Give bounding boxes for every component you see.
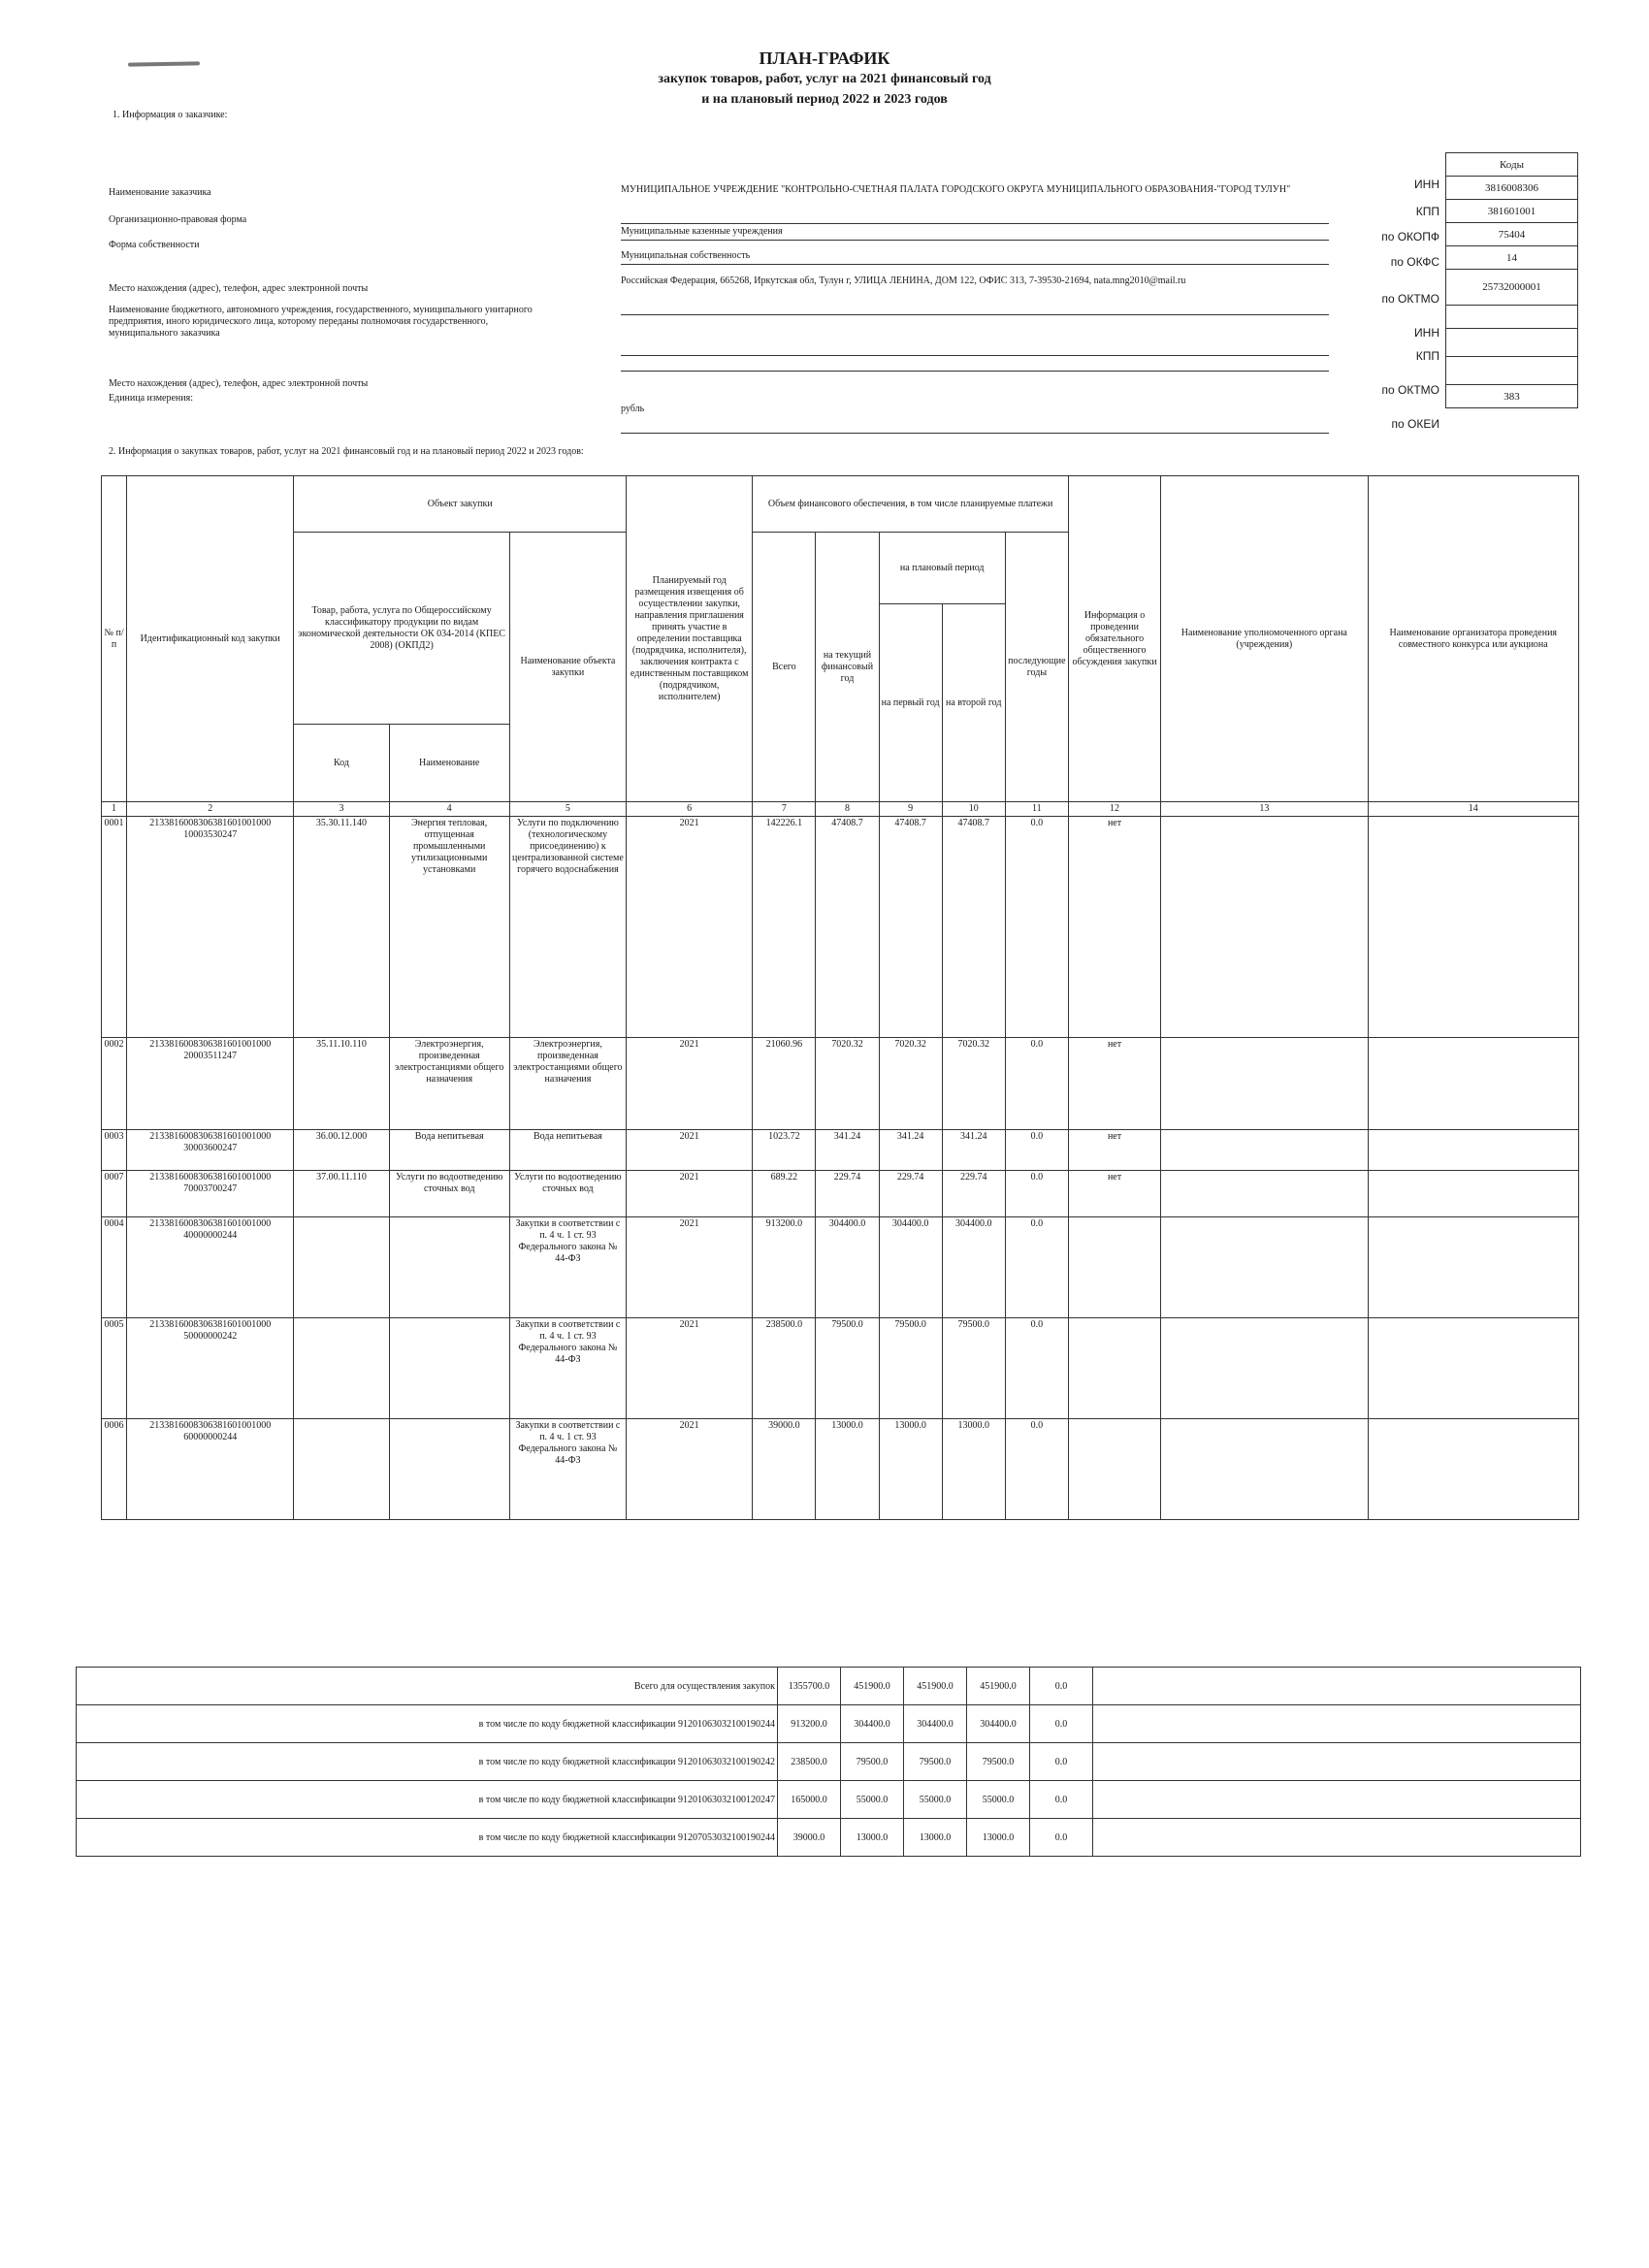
th-planned: на плановый период — [879, 533, 1005, 604]
unit-value: рубль — [621, 404, 1329, 434]
page-subtitle-1: закупок товаров, работ, услуг на 2021 финансовый год — [658, 72, 991, 86]
code-label-kpp: КПП — [1415, 205, 1439, 218]
cell-code — [294, 1318, 389, 1419]
cell-y1: 79500.0 — [879, 1318, 942, 1419]
cell-total: 39000.0 — [753, 1419, 816, 1520]
cell-y2: 341.24 — [942, 1130, 1005, 1171]
th-current: на текущий финансовый год — [816, 533, 879, 802]
total-cell-y2: 13000.0 — [967, 1819, 1030, 1857]
cell-cur: 341.24 — [816, 1130, 879, 1171]
cell-next: 0.0 — [1005, 1130, 1068, 1171]
cell-name — [389, 1318, 509, 1419]
cell-info — [1068, 1217, 1160, 1318]
total-cell-label: в том числе по коду бюджетной классификации 91201063032100190244 — [77, 1705, 778, 1743]
cell-empty-12 — [1161, 1318, 1368, 1419]
total-cell-label: в том числе по коду бюджетной классификации 91207053032100190244 — [77, 1819, 778, 1857]
cell-empty-12 — [1161, 1038, 1368, 1130]
col-num: 9 — [879, 802, 942, 817]
th-ident: Идентификационный код закупки — [127, 476, 294, 802]
cell-obj: Электроэнергия, произведенная электростанциями общего назначения — [509, 1038, 626, 1130]
cell-empty-13 — [1368, 1171, 1578, 1217]
cell-info — [1068, 1419, 1160, 1520]
th-next: последующие годы — [1005, 533, 1068, 802]
code-label-kpp-2: КПП — [1415, 349, 1439, 363]
total-cell-next: 0.0 — [1030, 1668, 1093, 1705]
col-num: 11 — [1005, 802, 1068, 817]
cell-code: 35.11.10.110 — [294, 1038, 389, 1130]
th-second: на второй год — [942, 604, 1005, 802]
cell-info: нет — [1068, 1038, 1160, 1130]
total-cell-total: 165000.0 — [778, 1781, 841, 1819]
total-cell-total: 913200.0 — [778, 1705, 841, 1743]
total-cell-cur: 79500.0 — [841, 1743, 904, 1781]
th-auth: Наименование уполномоченного органа (учреждения) — [1161, 476, 1368, 802]
cell-next: 0.0 — [1005, 1419, 1068, 1520]
cell-obj: Закупки в соответствии с п. 4 ч. 1 ст. 93 Федерального закона № 44-ФЗ — [509, 1419, 626, 1520]
cell-empty-12 — [1161, 817, 1368, 1038]
cell-cur: 229.74 — [816, 1171, 879, 1217]
total-cell-y1: 304400.0 — [904, 1705, 967, 1743]
code-oktmo-2 — [1446, 357, 1578, 385]
cell-code: 37.00.11.110 — [294, 1171, 389, 1217]
col-num: 13 — [1161, 802, 1368, 817]
codes-table — [1445, 152, 1578, 408]
code-label-okopf: по ОКОПФ — [1381, 230, 1439, 243]
total-cell-label: в том числе по коду бюджетной классификации 91201063032100120247 — [77, 1781, 778, 1819]
cell-obj: Вода непитьевая — [509, 1130, 626, 1171]
cell-year: 2021 — [627, 1038, 753, 1130]
cell-empty-13 — [1368, 1038, 1578, 1130]
cell-name — [389, 1419, 509, 1520]
total-cell-y2: 451900.0 — [967, 1668, 1030, 1705]
total-cell-empty — [1093, 1819, 1581, 1857]
col-num: 14 — [1368, 802, 1578, 817]
cell-total: 913200.0 — [753, 1217, 816, 1318]
cell-name — [389, 1217, 509, 1318]
cell-empty-13 — [1368, 1130, 1578, 1171]
cell-empty-13 — [1368, 1419, 1578, 1520]
cell-next: 0.0 — [1005, 1318, 1068, 1419]
total-cell-y2: 304400.0 — [967, 1705, 1030, 1743]
label-address: Место нахождения (адрес), телефон, адрес электронной почты — [109, 283, 369, 294]
table-row — [102, 1419, 1579, 1520]
cell-cur: 7020.32 — [816, 1038, 879, 1130]
cell-empty-13 — [1368, 1318, 1578, 1419]
th-obj-name: Наименование объекта закупки — [509, 533, 626, 802]
code-okopf: 75404 — [1446, 223, 1578, 246]
section-2-title: 2. Информация о закупках товаров, работ, услуг на 2021 финансовый год и на плановый период 2022 и 2023 годов: — [109, 446, 584, 457]
cell-code — [294, 1217, 389, 1318]
cell-id: 2133816008306381601001000 20003511247 — [127, 1038, 294, 1130]
total-cell-label: в том числе по коду бюджетной классификации 91201063032100190242 — [77, 1743, 778, 1781]
cell-obj: Услуги по водоотведению сточных вод — [509, 1171, 626, 1217]
totals-row — [77, 1819, 1581, 1857]
cell-cur: 13000.0 — [816, 1419, 879, 1520]
th-org: Наименование организатора проведения совместного конкурса или аукциона — [1368, 476, 1578, 802]
th-code: Код — [294, 725, 389, 802]
cell-empty-13 — [1368, 817, 1578, 1038]
total-cell-cur: 55000.0 — [841, 1781, 904, 1819]
th-num: № п/п — [102, 476, 127, 802]
th-finance: Объем финансового обеспечения, в том числе планируемые платежи — [753, 476, 1069, 533]
table-row — [102, 1130, 1579, 1171]
cell-total: 142226.1 — [753, 817, 816, 1038]
total-cell-empty — [1093, 1705, 1581, 1743]
cell-id: 2133816008306381601001000 50000000242 — [127, 1318, 294, 1419]
label-unit: Единица измерения: — [109, 393, 193, 404]
cell-code — [294, 1419, 389, 1520]
cell-empty-12 — [1161, 1419, 1368, 1520]
code-okei: 383 — [1446, 385, 1578, 408]
th-total: Всего — [753, 533, 816, 802]
col-num: 8 — [816, 802, 879, 817]
cell-name: Вода непитьевая — [389, 1130, 509, 1171]
cell-n: 0002 — [102, 1038, 127, 1130]
cell-y1: 341.24 — [879, 1130, 942, 1171]
totals-row — [77, 1781, 1581, 1819]
cell-y2: 7020.32 — [942, 1038, 1005, 1130]
cell-y2: 47408.7 — [942, 817, 1005, 1038]
code-kpp: 381601001 — [1446, 200, 1578, 223]
table-row — [102, 1318, 1579, 1419]
cell-id: 2133816008306381601001000 10003530247 — [127, 817, 294, 1038]
cell-info — [1068, 1318, 1160, 1419]
col-num: 3 — [294, 802, 389, 817]
code-inn-2 — [1446, 306, 1578, 329]
total-cell-next: 0.0 — [1030, 1705, 1093, 1743]
cell-year: 2021 — [627, 817, 753, 1038]
cell-y1: 47408.7 — [879, 817, 942, 1038]
cell-next: 0.0 — [1005, 817, 1068, 1038]
code-inn: 3816008306 — [1446, 177, 1578, 200]
total-cell-cur: 13000.0 — [841, 1819, 904, 1857]
customer-name-value: МУНИЦИПАЛЬНОЕ УЧРЕЖДЕНИЕ "КОНТРОЛЬНО-СЧЕТНАЯ ПАЛАТА ГОРОДСКОГО ОКРУГА МУНИЦИПАЛЬНОГО ОБРАЗОВАНИЯ-"ГОРОД ТУЛУН" — [621, 184, 1329, 224]
total-cell-y1: 13000.0 — [904, 1819, 967, 1857]
cell-year: 2021 — [627, 1318, 753, 1419]
ownership-value: Муниципальная собственность — [621, 250, 1329, 265]
cell-y1: 13000.0 — [879, 1419, 942, 1520]
th-okpd: Товар, работа, услуга по Общероссийскому классификатору продукции по видам экономической деятельности ОК 034-2014 (КПЕС 2008) (ОКПД2) — [294, 533, 509, 725]
total-cell-y1: 55000.0 — [904, 1781, 967, 1819]
cell-total: 689.22 — [753, 1171, 816, 1217]
table-row — [102, 1171, 1579, 1217]
label-customer-name: Наименование заказчика — [109, 187, 211, 198]
th-name: Наименование — [389, 725, 509, 802]
cell-empty-12 — [1161, 1130, 1368, 1171]
cell-empty-12 — [1161, 1171, 1368, 1217]
cell-n: 0003 — [102, 1130, 127, 1171]
code-okfs: 14 — [1446, 246, 1578, 270]
total-cell-cur: 451900.0 — [841, 1668, 904, 1705]
total-cell-next: 0.0 — [1030, 1781, 1093, 1819]
cell-y1: 7020.32 — [879, 1038, 942, 1130]
cell-cur: 304400.0 — [816, 1217, 879, 1318]
cell-y2: 13000.0 — [942, 1419, 1005, 1520]
th-year: Планируемый год размещения извещения об осуществлении закупки, направления приглашения принять участие в определении поставщика (подрядчика, исполнителя), заключения контракта с единственным поставщиком (подрядчиком, исполнителем) — [627, 476, 753, 802]
cell-id: 2133816008306381601001000 40000000244 — [127, 1217, 294, 1318]
label-ownership: Форма собственности — [109, 240, 200, 250]
cell-next: 0.0 — [1005, 1171, 1068, 1217]
code-kpp-2 — [1446, 329, 1578, 357]
cell-cur: 47408.7 — [816, 817, 879, 1038]
cell-n: 0005 — [102, 1318, 127, 1419]
total-cell-y1: 79500.0 — [904, 1743, 967, 1781]
table-row — [102, 817, 1579, 1038]
totals-row — [77, 1705, 1581, 1743]
code-label-okfs: по ОКФС — [1390, 255, 1439, 269]
cell-obj: Закупки в соответствии с п. 4 ч. 1 ст. 93 Федерального закона № 44-ФЗ — [509, 1217, 626, 1318]
cell-name: Энергия тепловая, отпущенная промышленными утилизационными установками — [389, 817, 509, 1038]
cell-next: 0.0 — [1005, 1038, 1068, 1130]
col-num: 5 — [509, 802, 626, 817]
code-label-inn: ИНН — [1414, 178, 1439, 191]
cell-name: Электроэнергия, произведенная электростанциями общего назначения — [389, 1038, 509, 1130]
page-subtitle-2: и на плановый период 2022 и 2023 годов — [701, 92, 948, 107]
total-cell-next: 0.0 — [1030, 1819, 1093, 1857]
th-info: Информация о проведении обязательного общественного обсуждения закупки — [1068, 476, 1160, 802]
cell-n: 0004 — [102, 1217, 127, 1318]
cell-obj: Услуги по подключению (технологическому присоединению) к централизованной системе горячего водоснабжения — [509, 817, 626, 1038]
total-cell-y2: 79500.0 — [967, 1743, 1030, 1781]
cell-y2: 79500.0 — [942, 1318, 1005, 1419]
cell-n: 0001 — [102, 817, 127, 1038]
cell-info: нет — [1068, 817, 1160, 1038]
code-label-okei: по ОКЕИ — [1391, 417, 1439, 431]
cell-code: 35.30.11.140 — [294, 817, 389, 1038]
label-legal-form: Организационно-правовая форма — [109, 214, 247, 225]
total-cell-total: 39000.0 — [778, 1819, 841, 1857]
col-num: 4 — [389, 802, 509, 817]
codes-header: Коды — [1446, 153, 1578, 177]
col-num: 12 — [1068, 802, 1160, 817]
totals-row — [77, 1743, 1581, 1781]
address-value: Российская Федерация, 665268, Иркутская обл, Тулун г, УЛИЦА ЛЕНИНА, ДОМ 122, ОФИС 313, 7-39530-21694, nata.mng2010@mail.ru — [621, 275, 1329, 315]
page-title: ПЛАН-ГРАФИК — [759, 49, 890, 68]
address-2-line — [621, 365, 1329, 372]
label-budget-institution: Наименование бюджетного, автономного учреждения, государственного, муниципального унитарного предприятия, иного юридического лица, которому переданы полномочия государственного, муниципального заказчика — [109, 305, 533, 339]
code-oktmo: 25732000001 — [1446, 270, 1578, 306]
cell-cur: 79500.0 — [816, 1318, 879, 1419]
procurement-table — [101, 475, 1579, 1520]
th-object: Объект закупки — [294, 476, 627, 533]
cell-total: 1023.72 — [753, 1130, 816, 1171]
total-cell-total: 238500.0 — [778, 1743, 841, 1781]
cell-year: 2021 — [627, 1419, 753, 1520]
cell-id: 2133816008306381601001000 70003700247 — [127, 1171, 294, 1217]
total-cell-total: 1355700.0 — [778, 1668, 841, 1705]
table-row — [102, 1217, 1579, 1318]
label-address-2: Место нахождения (адрес), телефон, адрес электронной почты — [109, 378, 369, 389]
budget-institution-line — [621, 349, 1329, 356]
total-cell-y2: 55000.0 — [967, 1781, 1030, 1819]
cell-id: 2133816008306381601001000 60000000244 — [127, 1419, 294, 1520]
totals-table — [76, 1667, 1581, 1857]
cell-name: Услуги по водоотведению сточных вод — [389, 1171, 509, 1217]
totals-row — [77, 1668, 1581, 1705]
cell-y1: 304400.0 — [879, 1217, 942, 1318]
code-label-inn-2: ИНН — [1414, 326, 1439, 340]
th-first: на первый год — [879, 604, 942, 802]
cell-id: 2133816008306381601001000 30003600247 — [127, 1130, 294, 1171]
cell-y1: 229.74 — [879, 1171, 942, 1217]
col-num: 6 — [627, 802, 753, 817]
cell-empty-12 — [1161, 1217, 1368, 1318]
col-num: 1 — [102, 802, 127, 817]
cell-y2: 229.74 — [942, 1171, 1005, 1217]
cell-total: 238500.0 — [753, 1318, 816, 1419]
cell-next: 0.0 — [1005, 1217, 1068, 1318]
code-label-oktmo-2: по ОКТМО — [1381, 383, 1439, 397]
total-cell-label: Всего для осуществления закупок — [77, 1668, 778, 1705]
cell-info: нет — [1068, 1171, 1160, 1217]
cell-n: 0007 — [102, 1171, 127, 1217]
table-row — [102, 1038, 1579, 1130]
code-label-oktmo: по ОКТМО — [1381, 292, 1439, 306]
col-num: 7 — [753, 802, 816, 817]
section-1-title: 1. Информация о заказчике: — [113, 110, 228, 120]
total-cell-empty — [1093, 1668, 1581, 1705]
total-cell-empty — [1093, 1743, 1581, 1781]
total-cell-empty — [1093, 1781, 1581, 1819]
total-cell-cur: 304400.0 — [841, 1705, 904, 1743]
cell-y2: 304400.0 — [942, 1217, 1005, 1318]
cell-empty-13 — [1368, 1217, 1578, 1318]
cell-obj: Закупки в соответствии с п. 4 ч. 1 ст. 93 Федерального закона № 44-ФЗ — [509, 1318, 626, 1419]
cell-info: нет — [1068, 1130, 1160, 1171]
cell-n: 0006 — [102, 1419, 127, 1520]
col-num: 2 — [127, 802, 294, 817]
cell-year: 2021 — [627, 1217, 753, 1318]
cell-code: 36.00.12.000 — [294, 1130, 389, 1171]
col-num: 10 — [942, 802, 1005, 817]
cell-year: 2021 — [627, 1171, 753, 1217]
cell-year: 2021 — [627, 1130, 753, 1171]
cell-total: 21060.96 — [753, 1038, 816, 1130]
total-cell-next: 0.0 — [1030, 1743, 1093, 1781]
total-cell-y1: 451900.0 — [904, 1668, 967, 1705]
legal-form-value: Муниципальные казенные учреждения — [621, 226, 1329, 241]
